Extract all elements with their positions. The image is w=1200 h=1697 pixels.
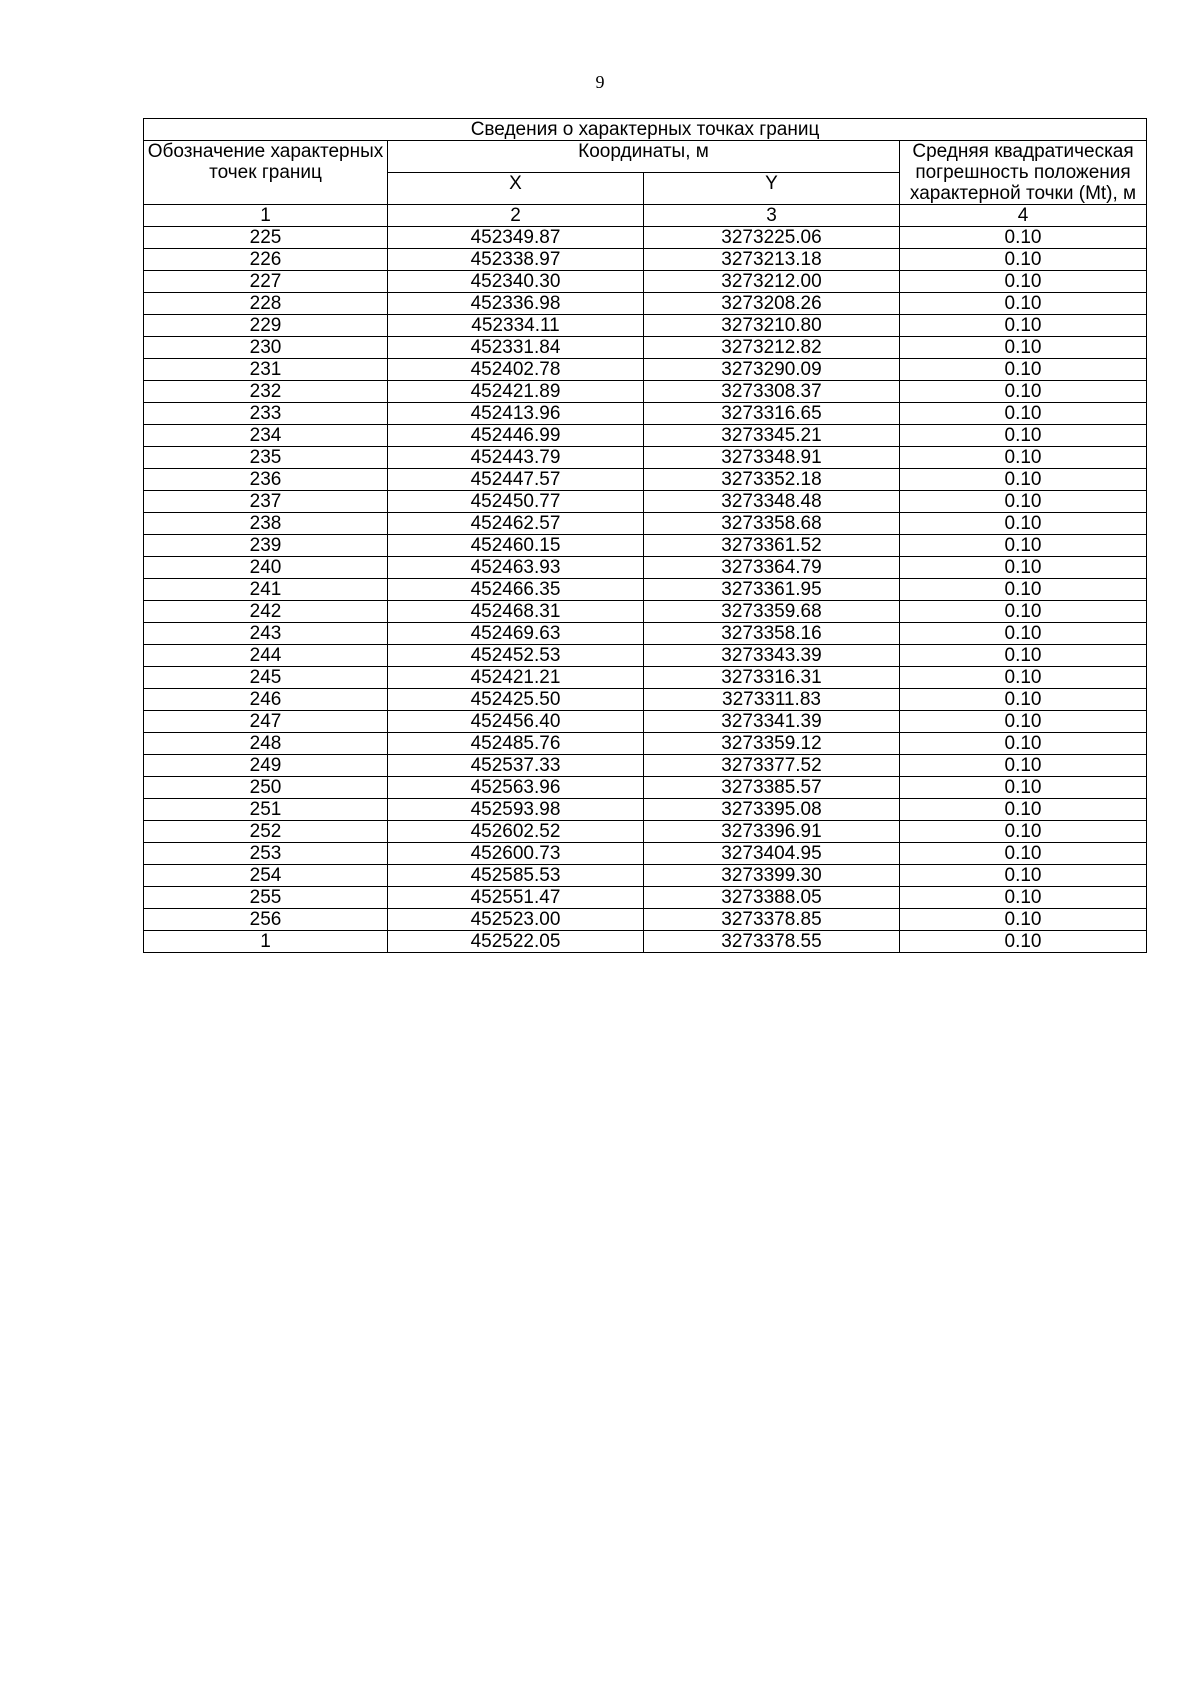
table-row <box>144 557 1147 579</box>
column-number: 2 <box>388 205 644 227</box>
x-coordinate-cell: 452485.76 <box>388 733 644 755</box>
table-row <box>144 931 1147 953</box>
x-coordinate-cell: 452336.98 <box>388 293 644 315</box>
y-coordinate-cell: 3273377.52 <box>644 755 900 777</box>
table-row <box>144 513 1147 535</box>
x-coordinate-cell: 452450.77 <box>388 491 644 513</box>
point-id-cell: 1 <box>144 931 388 953</box>
point-id-cell: 238 <box>144 513 388 535</box>
y-coordinate-cell: 3273361.52 <box>644 535 900 557</box>
y-coordinate-cell: 3273343.39 <box>644 645 900 667</box>
error-cell: 0.10 <box>900 381 1147 403</box>
x-coordinate-cell: 452537.33 <box>388 755 644 777</box>
y-coordinate-cell: 3273404.95 <box>644 843 900 865</box>
error-cell: 0.10 <box>900 931 1147 953</box>
y-coordinate-cell: 3273395.08 <box>644 799 900 821</box>
table-row <box>144 689 1147 711</box>
x-coordinate-cell: 452413.96 <box>388 403 644 425</box>
y-coordinate-cell: 3273341.39 <box>644 711 900 733</box>
y-coordinate-cell: 3273213.18 <box>644 249 900 271</box>
table-row <box>144 755 1147 777</box>
y-coordinate-cell: 3273358.68 <box>644 513 900 535</box>
x-coordinate-cell: 452334.11 <box>388 315 644 337</box>
error-cell: 0.10 <box>900 227 1147 249</box>
x-coordinate-cell: 452468.31 <box>388 601 644 623</box>
point-id-cell: 254 <box>144 865 388 887</box>
table-row <box>144 315 1147 337</box>
x-coordinate-cell: 452425.50 <box>388 689 644 711</box>
point-id-cell: 230 <box>144 337 388 359</box>
error-cell: 0.10 <box>900 469 1147 491</box>
x-coordinate-cell: 452466.35 <box>388 579 644 601</box>
point-id-cell: 240 <box>144 557 388 579</box>
x-coordinate-cell: 452447.57 <box>388 469 644 491</box>
y-coordinate-cell: 3273399.30 <box>644 865 900 887</box>
x-coordinate-cell: 452443.79 <box>388 447 644 469</box>
point-id-cell: 228 <box>144 293 388 315</box>
header-designation: Обозначение характерных точек границ <box>144 141 388 205</box>
header-y: Y <box>644 173 900 205</box>
error-cell: 0.10 <box>900 447 1147 469</box>
table-title-row <box>144 119 1147 141</box>
y-coordinate-cell: 3273308.37 <box>644 381 900 403</box>
table-row <box>144 799 1147 821</box>
point-id-cell: 249 <box>144 755 388 777</box>
table-row <box>144 733 1147 755</box>
y-coordinate-cell: 3273359.68 <box>644 601 900 623</box>
x-coordinate-cell: 452600.73 <box>388 843 644 865</box>
point-id-cell: 251 <box>144 799 388 821</box>
boundary-points-table <box>143 118 1147 953</box>
point-id-cell: 250 <box>144 777 388 799</box>
table-row <box>144 381 1147 403</box>
point-id-cell: 239 <box>144 535 388 557</box>
x-coordinate-cell: 452460.15 <box>388 535 644 557</box>
error-cell: 0.10 <box>900 337 1147 359</box>
error-cell: 0.10 <box>900 491 1147 513</box>
table-row <box>144 865 1147 887</box>
x-coordinate-cell: 452593.98 <box>388 799 644 821</box>
error-cell: 0.10 <box>900 711 1147 733</box>
y-coordinate-cell: 3273212.00 <box>644 271 900 293</box>
y-coordinate-cell: 3273348.48 <box>644 491 900 513</box>
table-body <box>144 227 1147 953</box>
error-cell: 0.10 <box>900 249 1147 271</box>
y-coordinate-cell: 3273316.65 <box>644 403 900 425</box>
y-coordinate-cell: 3273208.26 <box>644 293 900 315</box>
table-row <box>144 469 1147 491</box>
error-cell: 0.10 <box>900 887 1147 909</box>
point-id-cell: 242 <box>144 601 388 623</box>
point-id-cell: 248 <box>144 733 388 755</box>
point-id-cell: 227 <box>144 271 388 293</box>
table-row <box>144 337 1147 359</box>
x-coordinate-cell: 452551.47 <box>388 887 644 909</box>
error-cell: 0.10 <box>900 579 1147 601</box>
y-coordinate-cell: 3273361.95 <box>644 579 900 601</box>
error-cell: 0.10 <box>900 777 1147 799</box>
x-coordinate-cell: 452349.87 <box>388 227 644 249</box>
point-id-cell: 235 <box>144 447 388 469</box>
x-coordinate-cell: 452452.53 <box>388 645 644 667</box>
error-cell: 0.10 <box>900 403 1147 425</box>
y-coordinate-cell: 3273212.82 <box>644 337 900 359</box>
y-coordinate-cell: 3273378.55 <box>644 931 900 953</box>
point-id-cell: 246 <box>144 689 388 711</box>
y-coordinate-cell: 3273225.06 <box>644 227 900 249</box>
point-id-cell: 245 <box>144 667 388 689</box>
point-id-cell: 253 <box>144 843 388 865</box>
table-row <box>144 667 1147 689</box>
x-coordinate-cell: 452421.89 <box>388 381 644 403</box>
point-id-cell: 231 <box>144 359 388 381</box>
column-number: 4 <box>900 205 1147 227</box>
error-cell: 0.10 <box>900 359 1147 381</box>
error-cell: 0.10 <box>900 645 1147 667</box>
x-coordinate-cell: 452602.52 <box>388 821 644 843</box>
error-cell: 0.10 <box>900 667 1147 689</box>
x-coordinate-cell: 452469.63 <box>388 623 644 645</box>
table-row <box>144 249 1147 271</box>
point-id-cell: 256 <box>144 909 388 931</box>
point-id-cell: 243 <box>144 623 388 645</box>
table-row <box>144 711 1147 733</box>
x-coordinate-cell: 452563.96 <box>388 777 644 799</box>
table-row <box>144 535 1147 557</box>
y-coordinate-cell: 3273359.12 <box>644 733 900 755</box>
column-number: 1 <box>144 205 388 227</box>
point-id-cell: 255 <box>144 887 388 909</box>
y-coordinate-cell: 3273345.21 <box>644 425 900 447</box>
error-cell: 0.10 <box>900 425 1147 447</box>
point-id-cell: 234 <box>144 425 388 447</box>
header-x: X <box>388 173 644 205</box>
table-row <box>144 403 1147 425</box>
point-id-cell: 233 <box>144 403 388 425</box>
point-id-cell: 226 <box>144 249 388 271</box>
x-coordinate-cell: 452585.53 <box>388 865 644 887</box>
point-id-cell: 236 <box>144 469 388 491</box>
table-row <box>144 447 1147 469</box>
table-row <box>144 579 1147 601</box>
y-coordinate-cell: 3273388.05 <box>644 887 900 909</box>
column-number-row <box>144 205 1147 227</box>
y-coordinate-cell: 3273385.57 <box>644 777 900 799</box>
y-coordinate-cell: 3273311.83 <box>644 689 900 711</box>
x-coordinate-cell: 452338.97 <box>388 249 644 271</box>
point-id-cell: 252 <box>144 821 388 843</box>
y-coordinate-cell: 3273210.80 <box>644 315 900 337</box>
y-coordinate-cell: 3273396.91 <box>644 821 900 843</box>
error-cell: 0.10 <box>900 601 1147 623</box>
table-row <box>144 843 1147 865</box>
error-cell: 0.10 <box>900 513 1147 535</box>
page-number: 9 <box>595 72 605 92</box>
y-coordinate-cell: 3273364.79 <box>644 557 900 579</box>
x-coordinate-cell: 452463.93 <box>388 557 644 579</box>
x-coordinate-cell: 452446.99 <box>388 425 644 447</box>
table-title: Сведения о характерных точках границ <box>144 119 1147 141</box>
point-id-cell: 232 <box>144 381 388 403</box>
error-cell: 0.10 <box>900 293 1147 315</box>
x-coordinate-cell: 452462.57 <box>388 513 644 535</box>
table-row <box>144 425 1147 447</box>
error-cell: 0.10 <box>900 623 1147 645</box>
y-coordinate-cell: 3273316.31 <box>644 667 900 689</box>
error-cell: 0.10 <box>900 689 1147 711</box>
error-cell: 0.10 <box>900 315 1147 337</box>
error-cell: 0.10 <box>900 271 1147 293</box>
table-row <box>144 887 1147 909</box>
x-coordinate-cell: 452331.84 <box>388 337 644 359</box>
x-coordinate-cell: 452523.00 <box>388 909 644 931</box>
point-id-cell: 241 <box>144 579 388 601</box>
point-id-cell: 247 <box>144 711 388 733</box>
table-row <box>144 491 1147 513</box>
error-cell: 0.10 <box>900 865 1147 887</box>
y-coordinate-cell: 3273348.91 <box>644 447 900 469</box>
table-row <box>144 601 1147 623</box>
x-coordinate-cell: 452456.40 <box>388 711 644 733</box>
error-cell: 0.10 <box>900 733 1147 755</box>
table-row <box>144 271 1147 293</box>
x-coordinate-cell: 452340.30 <box>388 271 644 293</box>
table-row <box>144 293 1147 315</box>
table-row <box>144 777 1147 799</box>
y-coordinate-cell: 3273378.85 <box>644 909 900 931</box>
x-coordinate-cell: 452402.78 <box>388 359 644 381</box>
point-id-cell: 229 <box>144 315 388 337</box>
y-coordinate-cell: 3273290.09 <box>644 359 900 381</box>
error-cell: 0.10 <box>900 799 1147 821</box>
point-id-cell: 237 <box>144 491 388 513</box>
table-header-row <box>144 141 1147 173</box>
header-coordinates: Координаты, м <box>388 141 900 173</box>
table-row <box>144 623 1147 645</box>
x-coordinate-cell: 452421.21 <box>388 667 644 689</box>
table-row <box>144 227 1147 249</box>
table-row <box>144 821 1147 843</box>
error-cell: 0.10 <box>900 821 1147 843</box>
y-coordinate-cell: 3273352.18 <box>644 469 900 491</box>
table-row <box>144 645 1147 667</box>
error-cell: 0.10 <box>900 909 1147 931</box>
x-coordinate-cell: 452522.05 <box>388 931 644 953</box>
error-cell: 0.10 <box>900 557 1147 579</box>
error-cell: 0.10 <box>900 843 1147 865</box>
column-number: 3 <box>644 205 900 227</box>
header-error: Средняя квадратическая погрешность положения характерной точки (Mt), м <box>900 141 1147 205</box>
y-coordinate-cell: 3273358.16 <box>644 623 900 645</box>
error-cell: 0.10 <box>900 535 1147 557</box>
table-row <box>144 359 1147 381</box>
point-id-cell: 225 <box>144 227 388 249</box>
point-id-cell: 244 <box>144 645 388 667</box>
table-header <box>144 119 1147 227</box>
error-cell: 0.10 <box>900 755 1147 777</box>
table-row <box>144 909 1147 931</box>
